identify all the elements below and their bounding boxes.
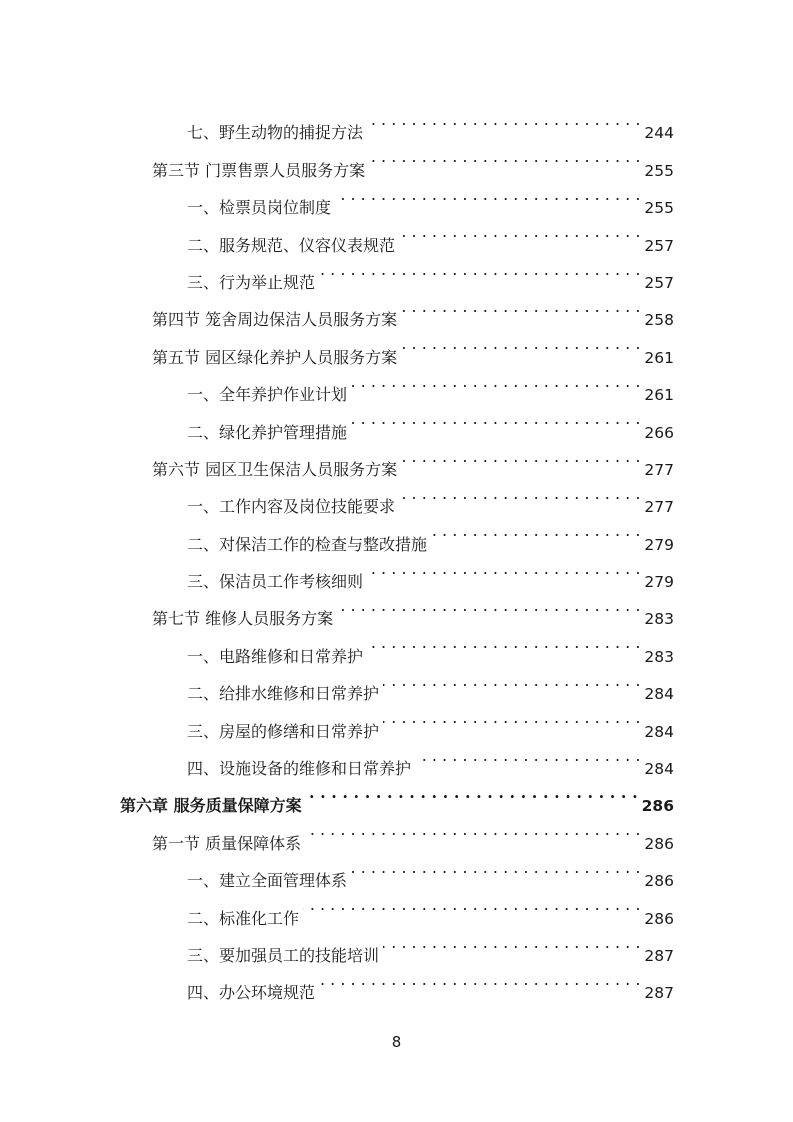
- toc-dot-leader: [369, 138, 640, 175]
- toc-entry-page: 258: [644, 311, 674, 330]
- toc-entry[interactable]: [0, 587, 793, 629]
- toc-dot-leader: [383, 662, 640, 699]
- table-of-contents: [0, 101, 793, 1003]
- toc-entry-page: 257: [644, 273, 674, 292]
- toc-entry-title: 第四节 笼舍周边保洁人员服务方案: [152, 310, 398, 330]
- toc-entry-page: 286: [644, 872, 674, 891]
- toc-entry-title: 二、服务规范、仪容仪表规范: [187, 235, 396, 255]
- toc-entry-page: 244: [644, 124, 674, 143]
- toc-entry-title: 第七节 维修人员服务方案: [152, 609, 334, 629]
- toc-entry[interactable]: [0, 924, 793, 965]
- toc-dot-leader: [367, 550, 640, 587]
- toc-entry-page: 261: [644, 386, 674, 405]
- toc-entry-page: 255: [644, 161, 674, 180]
- toc-entry-page: 287: [644, 984, 674, 1003]
- toc-entry[interactable]: [0, 400, 793, 442]
- toc-dot-leader: [401, 288, 640, 325]
- toc-dot-leader: [305, 811, 640, 848]
- toc-entry[interactable]: [0, 886, 793, 928]
- toc-entry-title: 第五节 园区绿化养护人员服务方案: [152, 347, 398, 367]
- toc-entry-title: 四、设施设备的维修和日常养护: [187, 759, 412, 779]
- toc-entry-page: 283: [644, 647, 674, 666]
- toc-entry[interactable]: [0, 811, 793, 853]
- toc-entry-title: 第六节 园区卫生保洁人员服务方案: [152, 459, 398, 479]
- toc-entry[interactable]: [0, 251, 793, 292]
- toc-dot-leader: [415, 737, 640, 774]
- toc-dot-leader: [431, 512, 640, 549]
- toc-entry[interactable]: [0, 662, 793, 704]
- page-number: 8: [391, 1033, 402, 1051]
- toc-dot-leader: [383, 699, 640, 736]
- toc-entry[interactable]: [0, 550, 793, 592]
- toc-entry-title: 第一节 质量保障体系: [152, 833, 302, 853]
- toc-entry-title: 二、标准化工作: [187, 908, 300, 928]
- toc-entry-page: 284: [644, 722, 674, 741]
- toc-entry-title: 二、给排水维修和日常养护: [187, 684, 380, 704]
- toc-entry[interactable]: [0, 176, 793, 218]
- toc-entry-chapter[interactable]: [0, 774, 793, 816]
- toc-dot-leader: [306, 774, 638, 811]
- toc-entry[interactable]: [0, 325, 793, 367]
- toc-entry[interactable]: [0, 961, 793, 1003]
- toc-entry-title: 一、工作内容及岗位技能要求: [187, 497, 396, 517]
- toc-entry-title: 二、对保洁工作的检查与整改措施: [187, 534, 428, 554]
- toc-entry-page: 277: [644, 498, 674, 517]
- toc-dot-leader: [319, 961, 640, 998]
- toc-entry-page: 287: [644, 946, 674, 965]
- toc-entry[interactable]: [0, 849, 793, 891]
- toc-entry-page: 283: [644, 610, 674, 629]
- toc-entry-title: 第六章 服务质量保障方案: [120, 796, 302, 816]
- toc-entry-page: 284: [644, 685, 674, 704]
- toc-entry-page: 279: [644, 573, 674, 592]
- toc-dot-leader: [399, 475, 640, 512]
- toc-entry-title: 一、检票员岗位制度: [187, 198, 332, 218]
- toc-entry[interactable]: [0, 699, 793, 741]
- toc-entry-title: 一、电路维修和日常养护: [187, 646, 364, 666]
- toc-entry-page: 279: [644, 535, 674, 554]
- toc-dot-leader: [303, 886, 640, 923]
- toc-entry-title: 三、行为举止规范: [187, 272, 316, 292]
- toc-dot-leader: [319, 251, 640, 288]
- toc-entry-title: 一、建立全面管理体系: [187, 871, 348, 891]
- toc-dot-leader: [337, 587, 640, 624]
- toc-entry-title: 第三节 门票售票人员服务方案: [152, 160, 366, 180]
- toc-dot-leader: [335, 176, 640, 213]
- toc-entry-page: 255: [644, 199, 674, 218]
- toc-entry[interactable]: [0, 438, 793, 479]
- toc-entry-title: 三、保洁员工作考核细则: [187, 572, 364, 592]
- toc-dot-leader: [401, 438, 640, 475]
- toc-entry-title: 三、要加强员工的技能培训: [187, 945, 380, 965]
- toc-dot-leader: [351, 849, 640, 886]
- toc-entry[interactable]: [0, 101, 793, 143]
- toc-entry-page: 266: [644, 423, 674, 442]
- toc-entry-title: 七、野生动物的捕捉方法: [187, 123, 364, 143]
- toc-dot-leader: [383, 924, 640, 961]
- toc-entry-page: 257: [644, 236, 674, 255]
- toc-entry-title: 三、房屋的修缮和日常养护: [187, 721, 380, 741]
- toc-dot-leader: [401, 325, 640, 362]
- toc-entry-title: 一、全年养护作业计划: [187, 385, 348, 405]
- toc-entry-title: 二、绿化养护管理措施: [187, 422, 348, 442]
- toc-dot-leader: [367, 624, 640, 661]
- toc-dot-leader: [351, 363, 640, 400]
- toc-entry-title: 四、办公环境规范: [187, 983, 316, 1003]
- toc-entry[interactable]: [0, 475, 793, 517]
- toc-entry[interactable]: [0, 288, 793, 330]
- toc-dot-leader: [367, 101, 640, 138]
- toc-entry-page: 286: [641, 797, 674, 816]
- toc-entry[interactable]: [0, 624, 793, 666]
- toc-dot-leader: [399, 213, 640, 250]
- toc-entry-page: 286: [644, 834, 674, 853]
- toc-entry[interactable]: [0, 138, 793, 180]
- toc-entry-page: 277: [644, 460, 674, 479]
- toc-entry[interactable]: [0, 512, 793, 554]
- toc-entry-page: 286: [644, 909, 674, 928]
- toc-entry-page: 284: [644, 760, 674, 779]
- toc-entry-page: 261: [644, 348, 674, 367]
- toc-entry[interactable]: [0, 213, 793, 255]
- toc-dot-leader: [351, 400, 640, 437]
- toc-entry[interactable]: [0, 363, 793, 405]
- toc-entry[interactable]: [0, 737, 793, 779]
